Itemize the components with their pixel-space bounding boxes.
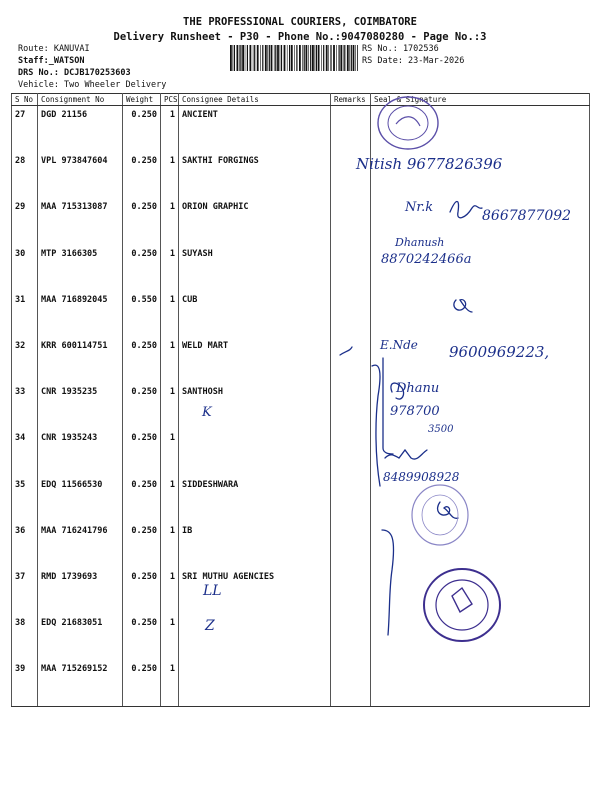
cell-pcs: 1	[161, 660, 179, 707]
cell-consignment-no: MAA 716241796	[38, 522, 123, 568]
cell-consignee: SAKTHI FORGINGS	[179, 152, 331, 198]
cell-sno: 27	[12, 106, 38, 153]
cell-pcs: 1	[161, 106, 179, 153]
cell-consignee: WELD MART	[179, 337, 331, 383]
handwriting-row33-name: E.Nde	[380, 338, 418, 352]
seal-stamp-row27	[378, 97, 438, 149]
cell-consignment-no: VPL 973847604	[38, 152, 123, 198]
cell-consignment-no: KRR 600114751	[38, 337, 123, 383]
cell-sno: 29	[12, 198, 38, 244]
cell-pcs: 1	[161, 291, 179, 337]
cell-consignee: SIDDESHWARA	[179, 476, 331, 522]
cell-pcs: 1	[161, 337, 179, 383]
cell-weight: 0.250	[123, 198, 161, 244]
col-sno: S No	[12, 94, 38, 106]
cell-sno: 36	[12, 522, 38, 568]
cell-consignment-no: EDQ 21683051	[38, 614, 123, 660]
cell-weight: 0.250	[123, 522, 161, 568]
signature-row34	[391, 383, 404, 399]
handwriting-row30-name: Dhanush	[395, 236, 445, 249]
cell-pcs: 1	[161, 614, 179, 660]
drs-number: DRS No.: DCJB170253603	[18, 68, 131, 78]
handwriting-row34-name: Dhanu	[396, 381, 440, 396]
rs-date: RS Date: 23-Mar-2026	[362, 56, 465, 66]
cell-consignment-no: CNR 1935235	[38, 383, 123, 429]
cell-consignment-no: MAA 715269152	[38, 660, 123, 707]
cell-consignee: ANCIENT	[179, 106, 331, 153]
cell-consignee: ORION GRAPHIC	[179, 198, 331, 244]
staff-label: Staff:_WATSON	[18, 56, 85, 66]
seal-stamp-row37	[412, 485, 468, 545]
cell-consignee: SUYASH	[179, 245, 331, 291]
handwriting-row28: Nitish 9677826396	[356, 155, 503, 173]
route-label: Route: KANUVAI	[18, 44, 90, 54]
cell-sno: 35	[12, 476, 38, 522]
cell-pcs: 1	[161, 152, 179, 198]
cell-consignment-no: MAA 716892045	[38, 291, 123, 337]
cell-consignment-no: MAA 715313087	[38, 198, 123, 244]
company-title: THE PROFESSIONAL COURIERS, COIMBATORE	[183, 16, 417, 28]
handwriting-row30-phone: 8870242466a	[381, 252, 472, 267]
signature-row31	[454, 300, 472, 312]
rs-number: RS No.: 1702536	[362, 44, 439, 54]
seal-stamp-row38	[424, 569, 500, 641]
col-remarks: Remarks	[331, 94, 371, 106]
cell-consignee: CUB	[179, 291, 331, 337]
col-seal-signature: Seal & Signature	[371, 94, 590, 106]
cell-consignment-no: MTP 3166305	[38, 245, 123, 291]
runsheet-subtitle: Delivery Runsheet - P30 - Phone No.:9047080280 - Page No.:3	[113, 31, 487, 43]
cell-weight: 0.250	[123, 660, 161, 707]
cell-pcs: 1	[161, 522, 179, 568]
cell-pcs: 1	[161, 476, 179, 522]
handwriting-row34-num: 978700	[390, 404, 440, 419]
cell-weight: 0.250	[123, 152, 161, 198]
cell-consignee: IB	[179, 522, 331, 568]
signature-row35	[385, 450, 427, 459]
cell-weight: 0.250	[123, 337, 161, 383]
cell-pcs: 1	[161, 568, 179, 614]
cell-consignment-no: EDQ 11566530	[38, 476, 123, 522]
cell-weight: 0.250	[123, 614, 161, 660]
bracket-line-row34	[372, 365, 380, 486]
handwriting-row29-phone: 8667877092	[482, 208, 572, 224]
cell-pcs: 1	[161, 429, 179, 475]
cell-sno: 30	[12, 245, 38, 291]
signature-row29	[450, 202, 482, 218]
vehicle-label: Vehicle: Two Wheeler Delivery	[18, 80, 167, 90]
ink-tick-row33	[340, 347, 352, 355]
handwriting-row39-consignee: Z	[205, 618, 215, 634]
cell-sno: 34	[12, 429, 38, 475]
cell-sno: 28	[12, 152, 38, 198]
cell-weight: 0.250	[123, 568, 161, 614]
cell-weight: 0.250	[123, 106, 161, 153]
cell-pcs: 1	[161, 383, 179, 429]
cell-pcs: 1	[161, 245, 179, 291]
col-pcs: PCS	[161, 94, 179, 106]
bracket-line-row37	[382, 530, 394, 635]
handwriting-row29-name: Nr.k	[405, 200, 434, 215]
cell-consignment-no: CNR 1935243	[38, 429, 123, 475]
cell-sno: 32	[12, 337, 38, 383]
bracket-line-row33	[383, 358, 393, 454]
handwriting-row34-extra: 3500	[428, 424, 454, 435]
cell-consignee: SANTHOSH	[179, 383, 331, 429]
cell-weight: 0.250	[123, 429, 161, 475]
handwriting-row33-phone: 9600969223,	[449, 343, 550, 361]
cell-weight: 0.250	[123, 383, 161, 429]
cell-sno: 38	[12, 614, 38, 660]
cell-weight: 0.550	[123, 291, 161, 337]
cell-weight: 0.250	[123, 245, 161, 291]
col-consignee: Consignee Details	[179, 94, 331, 106]
cell-pcs: 1	[161, 198, 179, 244]
cell-sno: 37	[12, 568, 38, 614]
handwriting-row34-consignee: K	[202, 405, 212, 420]
cell-consignment-no: RMD 1739693	[38, 568, 123, 614]
cell-consignment-no: DGD 21156	[38, 106, 123, 153]
col-consignment: Consignment No	[38, 94, 123, 106]
cell-consignee: SRI MUTHU AGENCIES	[179, 568, 331, 614]
cell-sno: 39	[12, 660, 38, 707]
col-weight: Weight	[123, 94, 161, 106]
handwriting-row38-consignee: LL	[203, 583, 222, 599]
cell-weight: 0.250	[123, 476, 161, 522]
handwriting-row35-phone: 8489908928	[383, 470, 460, 484]
cell-sno: 33	[12, 383, 38, 429]
cell-sno: 31	[12, 291, 38, 337]
